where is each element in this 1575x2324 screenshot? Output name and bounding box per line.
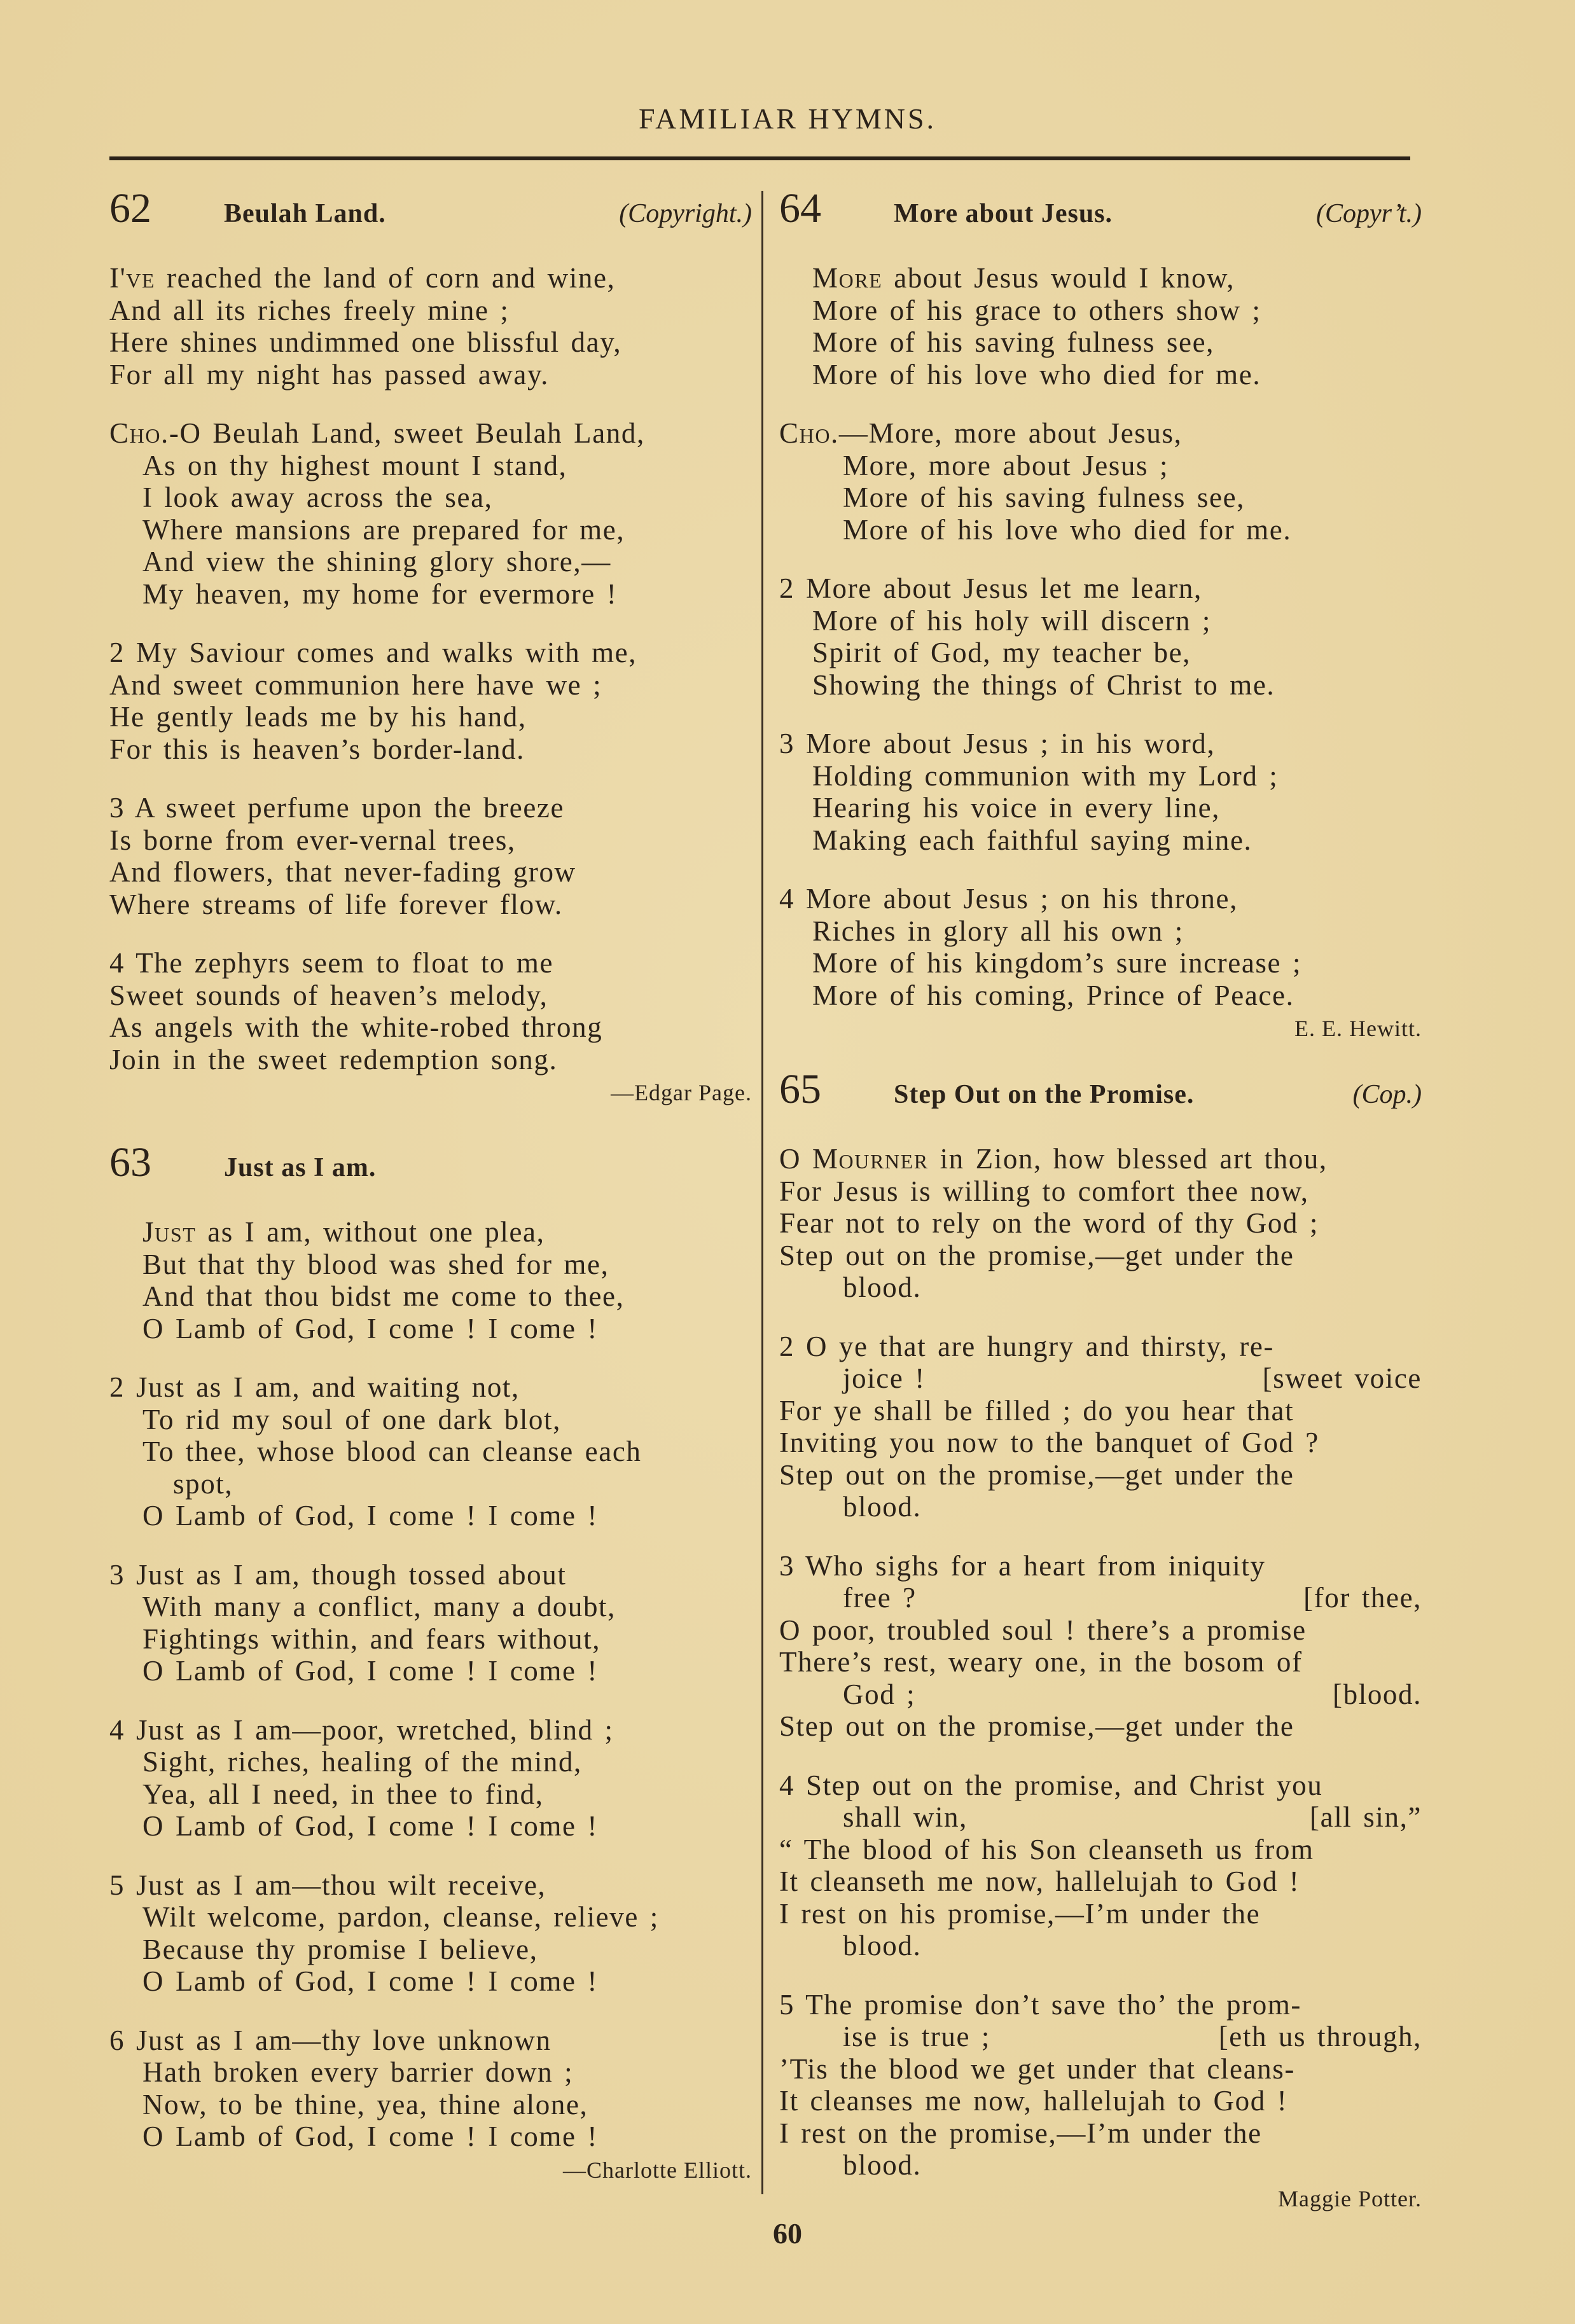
verse-line [109, 1591, 752, 1623]
verse-line [109, 889, 752, 921]
verse-line [109, 1559, 752, 1591]
verse-line [779, 947, 1422, 979]
verse-line [109, 947, 752, 979]
verse-line [779, 2085, 1422, 2117]
verse-line [779, 481, 1422, 514]
line-text: ise is true ; [843, 2021, 991, 2052]
hymn-author: E. E. Hewitt. [1294, 1016, 1422, 1041]
line-text: Fear not to rely on the word of thy God ; [779, 1207, 1319, 1239]
hymn-number: 62 [109, 185, 151, 232]
line-text: O Lamb of God, I come ! I come ! [142, 1965, 598, 1997]
verse-line [779, 450, 1422, 482]
line-text: More of his saving fulness see, [843, 481, 1245, 513]
line-text: For ye shall be filled ; do you hear that [779, 1394, 1294, 1427]
bracketed-turnover: [sweet voice [1262, 1362, 1422, 1394]
stanza [109, 1714, 752, 1843]
line-text: O Lamb of God, I come ! I come ! [142, 1312, 598, 1345]
line-text: blood. [843, 1930, 922, 1961]
hymn-number: 64 [779, 185, 821, 232]
line-text: Is borne from ever-vernal trees, [109, 824, 516, 856]
verse-line [779, 824, 1422, 857]
line-text: Showing the things of Christ to me. [812, 668, 1275, 701]
stanza [109, 792, 752, 920]
line-text: Step out on the promise,—get under the [779, 1239, 1294, 1271]
line-text: For all my night has passed away. [109, 358, 550, 391]
verse-line [109, 1371, 752, 1404]
verse-line [779, 326, 1422, 359]
stanza [109, 1371, 752, 1532]
hymn-heading [109, 184, 752, 235]
verse-line [779, 1459, 1422, 1491]
verse-line [109, 1435, 752, 1468]
verse-line [779, 1331, 1422, 1363]
line-text: as I am, without one plea, [196, 1216, 545, 1248]
line-text: Spirit of God, my teacher be, [812, 637, 1191, 668]
line-text: Fightings within, and fears without, [142, 1622, 601, 1655]
stanza [779, 1143, 1422, 1304]
verse-line [779, 2149, 1422, 2182]
line-text: joice ! [843, 1362, 926, 1394]
line-text: More of his love who died for me. [843, 513, 1292, 546]
line-text: Making each faithful saying mine. [812, 824, 1252, 856]
hymn-title: Just as I am. [224, 1153, 377, 1182]
verse-line [109, 1011, 752, 1044]
verse-line [109, 326, 752, 359]
stanza [109, 262, 752, 391]
verse-line [109, 1655, 752, 1687]
bracketed-turnover: [blood. [1333, 1678, 1422, 1710]
line-text: More of his grace to others show ; [812, 294, 1261, 326]
verse-line [779, 728, 1422, 760]
verse-line [779, 1834, 1422, 1866]
verse-line [109, 701, 752, 733]
hymn-title: Step Out on the Promise. [894, 1080, 1195, 1109]
line-text: More of his kingdom’s sure increase ; [812, 947, 1302, 979]
verse-line [109, 417, 752, 450]
stanza [779, 1550, 1422, 1743]
verse-line [109, 1623, 752, 1656]
line-text: in Zion, how blessed art thou, [928, 1143, 1328, 1175]
verse-line [779, 1395, 1422, 1427]
verse-line [109, 359, 752, 391]
verse-line [779, 262, 1422, 294]
line-text: More, more about Jesus ; [843, 449, 1169, 481]
line-text: To thee, whose blood can cleanse each [142, 1435, 642, 1467]
verse-line [779, 1614, 1422, 1647]
verse-line [109, 1810, 752, 1843]
stanza [109, 637, 752, 765]
verse-line [779, 1678, 1422, 1711]
verse-line [109, 792, 752, 824]
verse-line [779, 1362, 1422, 1395]
line-text: Sweet sounds of heaven’s melody, [109, 979, 548, 1011]
line-text: Step out on the promise,—get under the [779, 1458, 1294, 1491]
line-text: To rid my soul of one dark blot, [142, 1403, 561, 1435]
line-text: For this is heaven’s border-land. [109, 733, 525, 765]
line-text: Inviting you now to the banquet of God ? [779, 1427, 1319, 1458]
verse-line [779, 1710, 1422, 1743]
line-text: More of his love who died for me. [812, 358, 1261, 391]
hymn-title: Beulah Land. [224, 199, 386, 228]
verse-line [779, 1646, 1422, 1678]
line-text: 5 Just as I am—thou wilt receive, [109, 1869, 546, 1901]
verse-line [779, 637, 1422, 669]
line-text: Wilt welcome, pardon, cleanse, relieve ; [142, 1901, 659, 1933]
verse-line [109, 2056, 752, 2089]
line-text: Yea, all I need, in thee to find, [142, 1778, 544, 1810]
verse-line [779, 979, 1422, 1012]
verse-line [779, 1898, 1422, 1930]
verse-line [779, 1491, 1422, 1523]
verse-line [779, 1550, 1422, 1582]
verse-line [109, 2024, 752, 2057]
stanza [109, 1559, 752, 1687]
line-text: 3 More about Jesus ; in his word, [779, 728, 1216, 759]
line-text: -O Beulah Land, sweet Beulah Land, [169, 417, 645, 449]
hymn-number: 65 [779, 1066, 821, 1112]
line-text: My heaven, my home for evermore ! [142, 578, 618, 610]
stanza [109, 1869, 752, 1998]
line-text: —More, more about Jesus, [838, 417, 1183, 449]
line-text: Step out on the promise,—get under the [779, 1710, 1294, 1742]
line-text: And that thou bidst me come to thee, [142, 1280, 625, 1312]
verse-line [109, 669, 752, 702]
verse-line [109, 1746, 752, 1778]
verse-line [109, 1901, 752, 1933]
line-text: It cleanses me now, hallelujah to God ! [779, 2085, 1288, 2117]
line-text: 4 Step out on the promise, and Christ you [779, 1769, 1323, 1801]
verse-line [109, 578, 752, 611]
hymn-author: —Edgar Page. [611, 1080, 752, 1105]
copyright-note: (Copyr’t.) [1315, 199, 1422, 228]
stanza [779, 1989, 1422, 2182]
line-text: 5 The promise don’t save tho’ the prom- [779, 1988, 1302, 2021]
line-text: 3 Just as I am, though tossed about [109, 1558, 567, 1591]
small-caps-lead: More [812, 262, 883, 294]
line-text: 2 O ye that are hungry and thirsty, re- [779, 1330, 1275, 1362]
running-head: FAMILIAR HYMNS. [638, 102, 937, 135]
verse-line [109, 979, 752, 1012]
verse-line [779, 792, 1422, 824]
line-text: spot, [173, 1467, 233, 1500]
line-text: ’Tis the blood we get under that cleans- [779, 2052, 1295, 2085]
verse-line [779, 1769, 1422, 1802]
verse-line [779, 1801, 1422, 1834]
verse-line [779, 1427, 1422, 1459]
verse-line [109, 1933, 752, 1966]
verse-line [779, 1143, 1422, 1175]
verse-line [109, 514, 752, 546]
line-text: Now, to be thine, yea, thine alone, [142, 2088, 588, 2120]
verse-line [109, 1216, 752, 1248]
line-text: And all its riches freely mine ; [109, 294, 510, 326]
hymn-heading [109, 1138, 752, 1189]
copyright-note: (Copyright.) [619, 199, 752, 228]
line-text: “ The blood of his Son cleanseth us from [779, 1833, 1314, 1865]
line-text: With many a conflict, many a doubt, [142, 1591, 616, 1622]
small-caps-lead: Cho. [779, 417, 839, 449]
line-text: blood. [843, 2149, 922, 2181]
line-text: O Lamb of God, I come ! I come ! [142, 1655, 598, 1687]
line-text: blood. [843, 1491, 922, 1523]
verse-line [109, 450, 752, 482]
stanza [779, 1331, 1422, 1523]
line-text: Hath broken every barrier down ; [142, 2056, 574, 2088]
line-text: As angels with the white-robed throng [109, 1011, 603, 1043]
line-text: Where mansions are prepared for me, [142, 513, 625, 546]
verse-line [779, 1930, 1422, 1962]
line-text: Sight, riches, healing of the mind, [142, 1746, 582, 1778]
hymn-65 [779, 1065, 1422, 2212]
line-text: Holding communion with my Lord ; [812, 759, 1279, 792]
line-text: Riches in glory all his own ; [812, 915, 1184, 947]
hymn-number: 63 [109, 1139, 151, 1186]
line-text: Hearing his voice in every line, [812, 792, 1221, 824]
line-text: O Lamb of God, I come ! I come ! [142, 2120, 598, 2152]
line-text: about Jesus would I know, [882, 262, 1235, 294]
verse-line [109, 733, 752, 766]
verse-line [109, 1468, 752, 1500]
verse-line [109, 1313, 752, 1345]
stanza [779, 262, 1422, 391]
hymn-63 [109, 1138, 752, 2183]
line-text: Join in the sweet redemption song. [109, 1043, 558, 1076]
line-text: Here shines undimmed one blissful day, [109, 326, 622, 358]
verse-line [779, 2021, 1422, 2053]
verse-line [779, 294, 1422, 327]
verse-line [109, 2089, 752, 2121]
copyright-note: (Cop.) [1352, 1080, 1422, 1109]
verse-line [109, 1044, 752, 1076]
line-text: God ; [843, 1678, 916, 1710]
line-text: blood. [843, 1271, 922, 1303]
line-text: 3 Who sighs for a heart from iniquity [779, 1549, 1266, 1582]
line-text: More of his holy will discern ; [812, 604, 1212, 637]
verse-line [779, 2053, 1422, 2085]
verse-line [779, 760, 1422, 792]
line-text: 4 More about Jesus ; on his throne, [779, 883, 1238, 915]
line-text: 2 Just as I am, and waiting not, [109, 1371, 520, 1403]
hymn-author: —Charlotte Elliott. [563, 2157, 752, 2183]
stanza [779, 572, 1422, 701]
verse-line [779, 572, 1422, 605]
verse-line [109, 294, 752, 327]
line-text: 4 The zephyrs seem to float to me [109, 947, 554, 979]
line-text: But that thy blood was shed for me, [142, 1248, 609, 1280]
line-text: 4 Just as I am—poor, wretched, blind ; [109, 1713, 614, 1746]
line-text: 2 More about Jesus let me learn, [779, 572, 1202, 604]
line-text: shall win, [843, 1801, 968, 1833]
verse-line [779, 1989, 1422, 2021]
line-text: 2 My Saviour comes and walks with me, [109, 637, 637, 668]
line-text: I rest on the promise,—I’m under the [779, 2117, 1262, 2149]
stanza [779, 728, 1422, 856]
verse-line [109, 481, 752, 514]
verse-line [109, 546, 752, 578]
verse-line [109, 856, 752, 889]
verse-line [779, 1240, 1422, 1272]
line-text: It cleanseth me now, hallelujah to God ! [779, 1865, 1300, 1897]
hymn-heading [779, 184, 1422, 235]
verse-line [779, 605, 1422, 637]
hymn-64 [779, 184, 1422, 1042]
verse-line [779, 1175, 1422, 1208]
line-text: O Lamb of God, I come ! I come ! [142, 1810, 598, 1842]
stanza [779, 883, 1422, 1011]
hymn-heading [779, 1065, 1422, 1116]
stanza [779, 417, 1422, 546]
column-divider [761, 191, 763, 2194]
stanza [109, 1216, 752, 1345]
verse-line [779, 514, 1422, 546]
bracketed-turnover: [all sin,” [1310, 1801, 1422, 1833]
verse-line [109, 1965, 752, 1998]
verse-line [779, 1582, 1422, 1614]
line-text: And sweet communion here have we ; [109, 668, 602, 701]
hymn-title: More about Jesus. [894, 199, 1113, 228]
stanza [109, 2024, 752, 2153]
verse-line [109, 824, 752, 857]
line-text: Because thy promise I believe, [142, 1933, 538, 1965]
verse-line [779, 2117, 1422, 2150]
line-text: O Lamb of God, I come ! I come ! [142, 1500, 598, 1532]
line-text: Where streams of life forever flow. [109, 888, 563, 920]
bracketed-turnover: [eth us through, [1218, 2021, 1422, 2052]
verse-line [779, 1271, 1422, 1304]
bracketed-turnover: [for thee, [1303, 1582, 1422, 1614]
line-text: More of his saving fulness see, [812, 326, 1215, 358]
verse-line [779, 359, 1422, 391]
verse-line [109, 1869, 752, 1902]
hymn-62 [109, 184, 752, 1106]
line-text: For Jesus is willing to comfort thee now, [779, 1175, 1309, 1207]
line-text: He gently leads me by his hand, [109, 701, 527, 733]
page-number: 60 [773, 2217, 802, 2250]
line-text: I rest on his promise,—I’m under the [779, 1897, 1261, 1930]
verse-line [779, 883, 1422, 915]
line-text: More of his coming, Prince of Peace. [812, 979, 1294, 1011]
verse-line [779, 1207, 1422, 1240]
verse-line [109, 2120, 752, 2153]
line-text: 3 A sweet perfume upon the breeze [109, 792, 565, 824]
small-caps-lead: I've [109, 262, 156, 294]
verse-line [779, 915, 1422, 948]
verse-line [779, 417, 1422, 450]
header-rule [109, 156, 1410, 160]
line-text: As on thy highest mount I stand, [142, 449, 567, 481]
line-text: O poor, troubled soul ! there’s a promise [779, 1614, 1307, 1646]
verse-line [109, 1404, 752, 1436]
verse-line [109, 1714, 752, 1746]
line-text: I look away across the sea, [142, 481, 493, 513]
small-caps-lead: Just [142, 1216, 197, 1248]
stanza [109, 417, 752, 610]
small-caps-lead: O Mourner [779, 1143, 929, 1175]
verse-line [779, 669, 1422, 702]
line-text: And flowers, that never-fading grow [109, 856, 576, 888]
verse-line [779, 1865, 1422, 1898]
line-text: 6 Just as I am—thy love unknown [109, 2024, 552, 2056]
verse-line [109, 262, 752, 294]
verse-line [109, 1778, 752, 1811]
small-caps-lead: Cho. [109, 417, 169, 449]
stanza [109, 947, 752, 1076]
line-text: reached the land of corn and wine, [155, 262, 616, 294]
hymn-author: Maggie Potter. [1278, 2185, 1422, 2211]
verse-line [109, 1248, 752, 1281]
line-text: There’s rest, weary one, in the bosom of [779, 1646, 1303, 1678]
line-text: free ? [843, 1582, 917, 1614]
verse-line [109, 1500, 752, 1532]
verse-line [109, 637, 752, 669]
stanza [779, 1769, 1422, 1962]
line-text: And view the shining glory shore,— [142, 546, 611, 578]
verse-line [109, 1280, 752, 1313]
